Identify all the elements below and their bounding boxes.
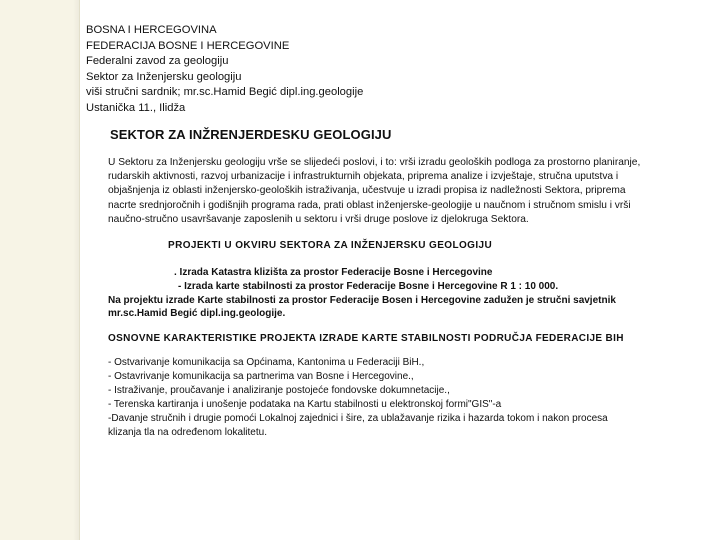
intro-paragraph <box>108 156 693 227</box>
header-line-federation: FEDERACIJA BOSNE I HERCEGOVINE <box>86 39 290 52</box>
characteristics-list <box>108 356 698 439</box>
intro-line: objašnjenja iz oblasti inženjersko-geoloških istraživanja, učestvuje u izradi propisa iz nadležnosti Sektora, priprema <box>108 185 626 197</box>
header-line-sector: Sektor za Inženjersku geologiju <box>86 70 242 83</box>
sidebar-shadow <box>73 0 79 540</box>
intro-line: nacrte srednjoročnih i godišnjih programa rada, prati oblast inženjerske-geologije u naučnom i stručnom smislu i vrši <box>108 199 631 211</box>
characteristics-heading: OSNOVNE KARAKTERISTIKE PROJEKTA IZRADE KARTE STABILNOSTI PODRUČJA FEDERACIJE BIH <box>108 333 624 344</box>
list-item: - Ostvarivanje komunikacija sa Općinama, Kantonima u Federaciji BiH., <box>108 357 425 368</box>
project-note: Na projektu izrade Karte stabilnosti za prostor Federacije Bosen i Hercegovine zadužen je stručni savjetnik <box>108 294 616 306</box>
project-note-name: mr.sc.Hamid Begić dipl.ing.geologije. <box>108 308 286 320</box>
institution-header <box>86 23 506 117</box>
left-sidebar-panel <box>0 0 80 540</box>
projects-heading: PROJEKTI U OKVIRU SEKTORA ZA INŽENJERSKU GEOLOGIJU <box>168 240 493 251</box>
project-item-cadastre: . Izrada Katastra klizišta za prostor Federacije Bosne i Hercegovine <box>174 267 493 278</box>
intro-line: naučno-stručno usavršavanje zaposlenih u sektoru i vrši druge poslove iz djelokruga Sektora. <box>108 213 529 225</box>
intro-line: rudarskih aktivnosti, razvoj urbanizacije i infrastrukturnih objekata, priprema analize i izvještaje, stručna uputstva i <box>108 171 619 183</box>
list-item: - Ostavrivanje komunikacija sa partnerima van Bosne i Hercegovine., <box>108 370 414 382</box>
header-line-country: BOSNA I HERCEGOVINA <box>86 24 217 36</box>
header-line-institute: Federalni zavod za geologiju <box>86 55 229 68</box>
list-item: - Istraživanje, proučavanje i analiziranje postojeće fondovske dokumnetacije., <box>108 384 450 396</box>
header-line-author: viši stručni sardnik; mr.sc.Hamid Begić dipl.ing.geologije <box>86 86 364 99</box>
header-line-address: Ustanička 11., Ilidža <box>86 101 186 114</box>
list-item: - Terenska kartiranja i unošenje podataka na Kartu stabilnosti u elektronskoj formi"GIS"-a <box>108 398 502 410</box>
projects-list <box>108 266 698 321</box>
intro-line: U Sektoru za Inženjersku geologiju vrše se slijedeći poslovi, i to: vrši izradu geoloških podloga za prostorno planiranje, <box>108 157 641 168</box>
project-item-stability-map: - Izrada karte stabilnosti za prostor Federacije Bosne i Hercegovine R 1 : 10 000. <box>178 280 559 292</box>
list-item: -Davanje stručnih i drugie pomoći Lokalnoj zajednici i šire, za ublažavanje rizika i hazarda tokom i nakon procesa <box>108 412 608 424</box>
list-item: klizanja tla na određenom lokalitetu. <box>108 426 267 438</box>
section-title: SEKTOR ZA INŽRENJERDESKU GEOLOGIJU <box>110 127 392 142</box>
